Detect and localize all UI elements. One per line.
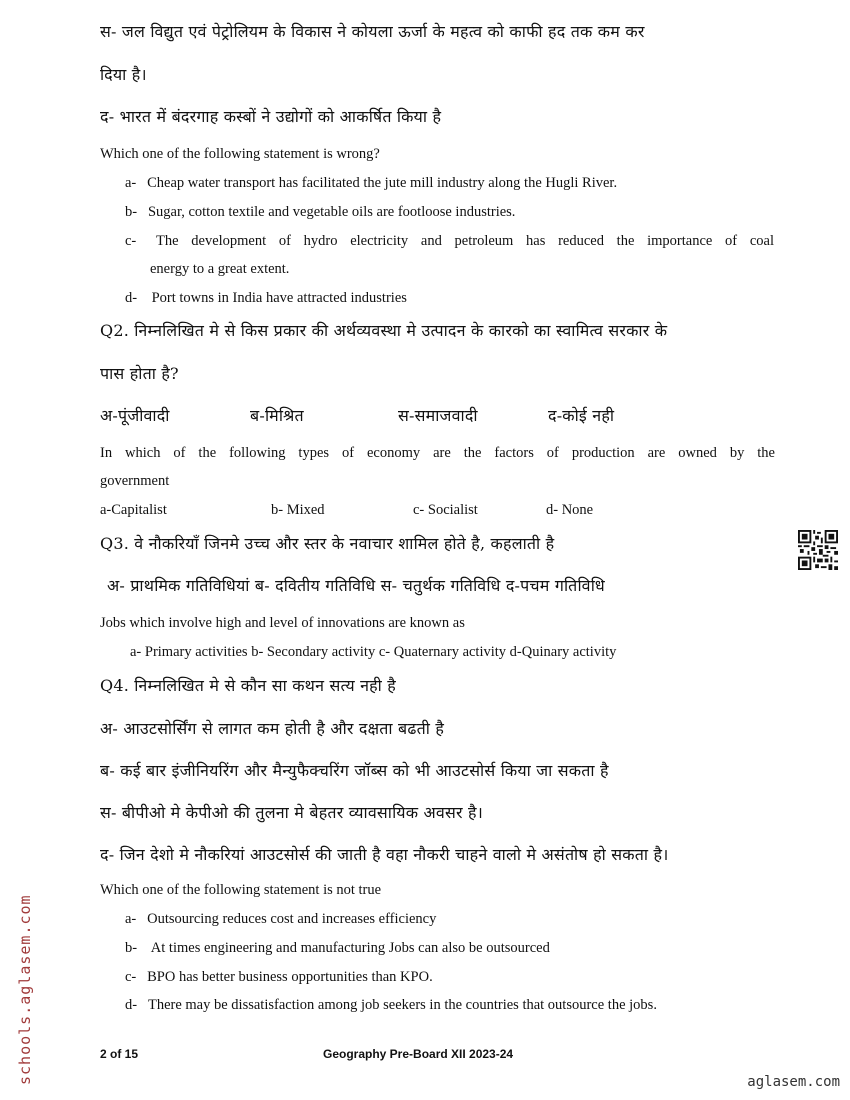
q1-option-d: d- Port towns in India have attracted industries (125, 290, 407, 306)
q2-english-option-d: d- None (546, 502, 594, 518)
q4-hindi-option-a: अ- आउटसोर्सिंग से लागत कम होती है और दक्षता बढती है (100, 719, 445, 738)
q2-english-question-line2: government (100, 473, 170, 489)
q4-hindi-option-d: द- जिन देशो मे नौकरियां आउटसोर्स की जाती है वहा नौकरी चाहने वालो मे असंतोष हो सकता है। (100, 845, 669, 864)
q1-hindi-option-d: द- भारत में बंदरगाह कस्बों ने उद्योगों को आकर्षित किया है (100, 107, 442, 126)
qr-code-icon (798, 530, 838, 570)
side-watermark: schools.aglasem.com (16, 894, 34, 1085)
q1-option-c-text-line2: energy to a great extent. (150, 261, 290, 277)
q2-hindi-question-line2: पास होता है? (100, 364, 179, 383)
q1-option-c-text-line1: The development of hydro electricity and petroleum has reduced the importance of coal (156, 233, 774, 249)
q2-hindi-option-a: अ-पूंजीवादी (100, 406, 170, 425)
q3-english-options: a- Primary activities b- Secondary activity c- Quaternary activity d-Quinary activity (130, 644, 617, 660)
q2-hindi-option-d: द-कोई नही (548, 406, 615, 425)
q1-hindi-option-s-line1: स- जल विद्युत एवं पेट्रोलियम के विकास ने कोयला ऊर्जा के महत्व को काफी हद तक कम कर (100, 22, 645, 41)
q4-option-b: b- At times engineering and manufacturing Jobs can also be outsourced (125, 940, 550, 956)
q2-english-option-b: b- Mixed (271, 502, 325, 518)
q4-hindi-option-b: ब- कई बार इंजीनियरिंग और मैन्युफैक्चरिंग जॉब्स को भी आउटसोर्स किया जा सकता है (100, 761, 609, 780)
q2-hindi-option-c: स-समाजवादी (398, 406, 478, 425)
q3-hindi-question: Q3. वे नौकरियाँ जिनमे उच्च और स्तर के नवाचार शामिल होते है, कहलाती है (100, 534, 555, 553)
q2-hindi-question-line1: Q2. निम्नलिखित मे से किस प्रकार की अर्थव्यवस्था मे उत्पादन के कारको का स्वामित्व सरकार के (100, 321, 668, 340)
q2-english-question-line1: In which of the following types of economy are the factors of production are owned by the (100, 445, 775, 461)
q3-hindi-options: अ- प्राथमिक गतिविधियां ब- दवितीय गतिविधि स- चतुर्थक गतिविधि द-पचम गतिविधि (107, 576, 605, 595)
page-number: 2 of 15 (100, 1047, 139, 1061)
q4-option-a: a- Outsourcing reduces cost and increases efficiency (125, 911, 437, 927)
q4-option-c: c- BPO has better business opportunities than KPO. (125, 969, 433, 985)
bottom-watermark: aglasem.com (747, 1074, 840, 1090)
q3-english-question: Jobs which involve high and level of innovations are known as (100, 615, 465, 631)
q4-hindi-question: Q4. निम्नलिखित मे से कौन सा कथन सत्य नही है (100, 676, 396, 695)
q1-option-b: b- Sugar, cotton textile and vegetable oils are footloose industries. (125, 204, 516, 220)
footer-title: Geography Pre-Board XII 2023-24 (323, 1047, 514, 1061)
q2-english-option-a: a-Capitalist (100, 502, 167, 518)
q4-hindi-option-c: स- बीपीओ मे केपीओ की तुलना मे बेहतर व्यावसायिक अवसर है। (100, 803, 484, 822)
q4-option-d: d- There may be dissatisfaction among job seekers in the countries that outsource the jobs. (125, 997, 657, 1013)
q4-english-question: Which one of the following statement is not true (100, 882, 382, 898)
q1-english-question: Which one of the following statement is wrong? (100, 146, 380, 162)
q1-option-c: c- (125, 233, 137, 249)
q1-hindi-option-s-line2: दिया है। (100, 65, 147, 84)
q2-hindi-option-b: ब-मिश्रित (250, 406, 304, 425)
q2-english-option-c: c- Socialist (413, 502, 478, 518)
q1-option-a: a- Cheap water transport has facilitated the jute mill industry along the Hugli River. (125, 175, 618, 191)
